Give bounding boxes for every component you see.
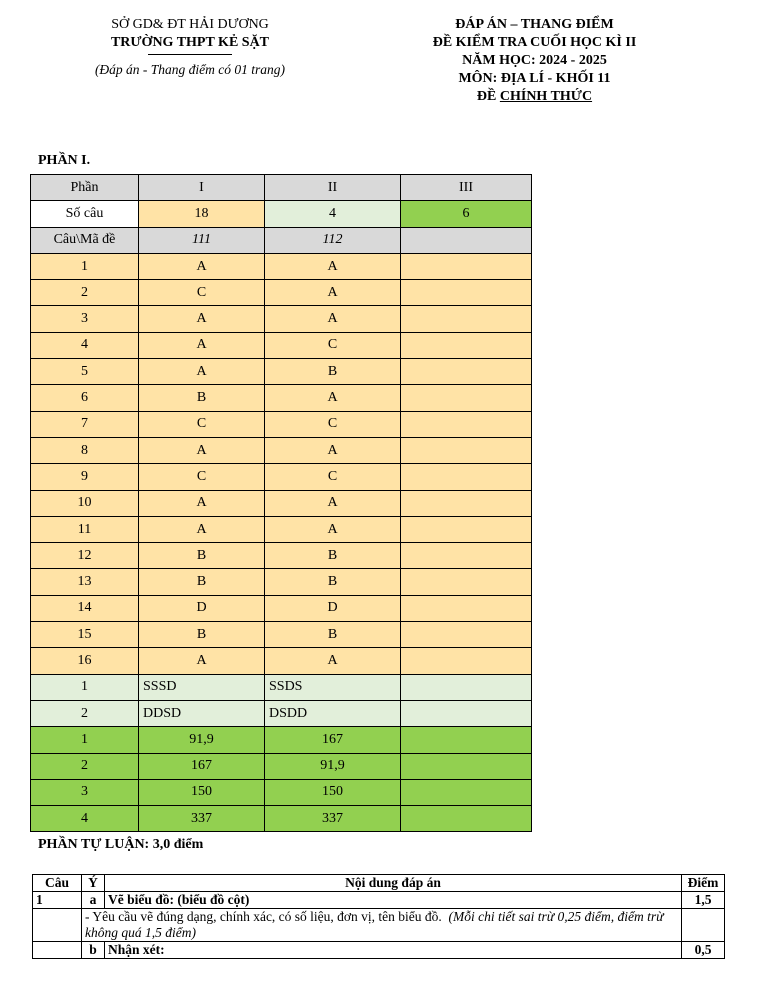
answer-cell	[401, 437, 532, 463]
essay-row	[33, 909, 725, 942]
answer-cell: A	[139, 306, 265, 332]
header-y: Ý	[82, 875, 105, 892]
answer-cell	[401, 753, 532, 779]
answer-cell: D	[139, 595, 265, 621]
answer-cell: B	[265, 359, 401, 385]
answer-cell: 167	[139, 753, 265, 779]
content-cell: Nhận xét:	[105, 942, 682, 959]
answer-row	[31, 779, 532, 805]
answer-cell: A	[265, 437, 401, 463]
answer-cell	[401, 779, 532, 805]
answer-row	[31, 437, 532, 463]
answer-cell: A	[265, 306, 401, 332]
answer-row	[31, 332, 532, 358]
official-label: ĐỀ CHÍNH THỨC	[476, 89, 593, 104]
cau-cell: 1	[33, 892, 82, 909]
answer-cell: SSDS	[265, 674, 401, 700]
answer-row	[31, 674, 532, 700]
diem-cell	[682, 909, 725, 942]
exam-name: ĐỀ KIỂM TRA CUỐI HỌC KÌ II	[432, 35, 637, 50]
answer-cell	[401, 806, 532, 832]
row-label-cell: 1	[31, 253, 139, 279]
row-label-cell: 16	[31, 648, 139, 674]
answer-row	[31, 543, 532, 569]
answer-row	[31, 569, 532, 595]
answer-row	[31, 595, 532, 621]
content-cell: - Yêu cầu vẽ đúng dạng, chính xác, có số liệu, đơn vị, tên biểu đồ. (Mỗi chi tiết sai trừ 0,25 điểm, điểm trừ không quá 1,5 điểm)	[82, 909, 682, 942]
answer-cell	[401, 727, 532, 753]
school-name: TRƯỜNG THPT KẺ SẶT	[110, 35, 270, 50]
answer-cell: 18	[139, 201, 265, 227]
answer-row	[31, 806, 532, 832]
header-content: Nội dung đáp án	[105, 875, 682, 892]
answer-cell: A	[139, 490, 265, 516]
answer-row	[31, 622, 532, 648]
cau-cell	[33, 909, 82, 942]
header-left	[40, 16, 340, 79]
answer-cell: B	[139, 543, 265, 569]
answer-cell	[401, 332, 532, 358]
diem-cell: 1,5	[682, 892, 725, 909]
essay-table	[32, 874, 725, 959]
answer-cell: A	[265, 253, 401, 279]
answer-cell: C	[265, 332, 401, 358]
row-label-cell: 4	[31, 806, 139, 832]
row-label-cell: 3	[31, 306, 139, 332]
answer-cell	[401, 569, 532, 595]
doc-title: ĐÁP ÁN – THANG ĐIỂM	[455, 17, 614, 32]
answer-cell: 337	[265, 806, 401, 832]
answer-cell: 91,9	[265, 753, 401, 779]
subject: MÔN: ĐỊA LÍ - KHỐI 11	[458, 71, 611, 86]
answer-cell: A	[139, 359, 265, 385]
row-label-cell: Số câu	[31, 201, 139, 227]
answer-row	[31, 385, 532, 411]
header-cau: Câu	[33, 875, 82, 892]
answer-cell: A	[139, 253, 265, 279]
essay-header-row	[33, 875, 725, 892]
row-label-cell: 2	[31, 753, 139, 779]
answer-cell: II	[265, 175, 401, 201]
answer-row	[31, 490, 532, 516]
answer-cell	[401, 622, 532, 648]
row-label-cell: 13	[31, 569, 139, 595]
answer-cell: A	[265, 648, 401, 674]
answer-row	[31, 201, 532, 227]
header-diem: Điểm	[682, 875, 725, 892]
answer-cell: 167	[265, 727, 401, 753]
header-right	[392, 16, 677, 106]
answer-cell	[401, 674, 532, 700]
answer-cell: 112	[265, 227, 401, 253]
row-label-cell: Câu\Mã đề	[31, 227, 139, 253]
row-label-cell: 14	[31, 595, 139, 621]
answer-cell: B	[139, 569, 265, 595]
row-label-cell: 10	[31, 490, 139, 516]
answer-cell: A	[139, 332, 265, 358]
y-cell: b	[82, 942, 105, 959]
answer-cell: C	[265, 464, 401, 490]
answer-row	[31, 359, 532, 385]
essay-title: PHẦN TỰ LUẬN: 3,0 điểm	[38, 837, 204, 852]
part1-title: PHẦN I.	[38, 153, 91, 168]
row-label-cell: 15	[31, 622, 139, 648]
essay-row	[33, 942, 725, 959]
row-label-cell: Phần	[31, 175, 139, 201]
answer-cell: B	[265, 622, 401, 648]
answer-cell: 4	[265, 201, 401, 227]
answer-cell: B	[265, 543, 401, 569]
answer-cell	[401, 411, 532, 437]
answer-cell: A	[265, 280, 401, 306]
row-label-cell: 4	[31, 332, 139, 358]
answer-table	[30, 174, 532, 832]
answer-cell: B	[265, 569, 401, 595]
answer-cell: III	[401, 175, 532, 201]
answer-row	[31, 411, 532, 437]
answer-cell: 111	[139, 227, 265, 253]
answer-cell: C	[139, 411, 265, 437]
answer-cell: A	[139, 648, 265, 674]
answer-row	[31, 280, 532, 306]
row-label-cell: 1	[31, 727, 139, 753]
answer-cell: 150	[265, 779, 401, 805]
answer-row	[31, 227, 532, 253]
answer-cell: I	[139, 175, 265, 201]
diem-cell: 0,5	[682, 942, 725, 959]
row-label-cell: 3	[31, 779, 139, 805]
answer-cell: DSDD	[265, 700, 401, 726]
answer-cell: 150	[139, 779, 265, 805]
answer-cell	[401, 595, 532, 621]
answer-cell	[401, 516, 532, 542]
answer-row	[31, 753, 532, 779]
answer-cell: A	[139, 516, 265, 542]
answer-row	[31, 648, 532, 674]
row-label-cell: 12	[31, 543, 139, 569]
answer-cell: A	[265, 490, 401, 516]
answer-cell: B	[139, 385, 265, 411]
answer-cell	[401, 280, 532, 306]
answer-cell	[401, 227, 532, 253]
answer-cell	[401, 648, 532, 674]
answer-cell	[401, 359, 532, 385]
y-cell: a	[82, 892, 105, 909]
answer-cell: A	[139, 437, 265, 463]
answer-row	[31, 175, 532, 201]
school-year: NĂM HỌC: 2024 - 2025	[462, 53, 607, 68]
answer-row	[31, 727, 532, 753]
divider	[148, 54, 232, 55]
answer-cell: B	[139, 622, 265, 648]
answer-row	[31, 253, 532, 279]
row-label-cell: 2	[31, 700, 139, 726]
row-label-cell: 7	[31, 411, 139, 437]
answer-cell: C	[139, 464, 265, 490]
department-name: SỞ GD& ĐT HẢI DƯƠNG	[111, 17, 269, 32]
row-label-cell: 11	[31, 516, 139, 542]
content-cell: Vẽ biểu đồ: (biểu đồ cột)	[105, 892, 682, 909]
answer-cell	[401, 490, 532, 516]
answer-row	[31, 700, 532, 726]
answer-row	[31, 464, 532, 490]
answer-cell: 91,9	[139, 727, 265, 753]
answer-cell: C	[265, 411, 401, 437]
answer-cell: A	[265, 516, 401, 542]
row-label-cell: 5	[31, 359, 139, 385]
answer-cell	[401, 543, 532, 569]
row-label-cell: 6	[31, 385, 139, 411]
answer-cell	[401, 306, 532, 332]
page-note: (Đáp án - Thang điểm có 01 trang)	[94, 62, 286, 77]
answer-cell: D	[265, 595, 401, 621]
answer-cell	[401, 700, 532, 726]
answer-row	[31, 516, 532, 542]
answer-cell: 6	[401, 201, 532, 227]
answer-cell: DDSD	[139, 700, 265, 726]
answer-cell	[401, 253, 532, 279]
answer-cell: C	[139, 280, 265, 306]
answer-cell	[401, 385, 532, 411]
answer-row	[31, 306, 532, 332]
answer-cell: A	[265, 385, 401, 411]
answer-cell	[401, 464, 532, 490]
answer-cell: SSSD	[139, 674, 265, 700]
row-label-cell: 8	[31, 437, 139, 463]
cau-cell	[33, 942, 82, 959]
row-label-cell: 2	[31, 280, 139, 306]
row-label-cell: 1	[31, 674, 139, 700]
row-label-cell: 9	[31, 464, 139, 490]
essay-row	[33, 892, 725, 909]
answer-cell: 337	[139, 806, 265, 832]
